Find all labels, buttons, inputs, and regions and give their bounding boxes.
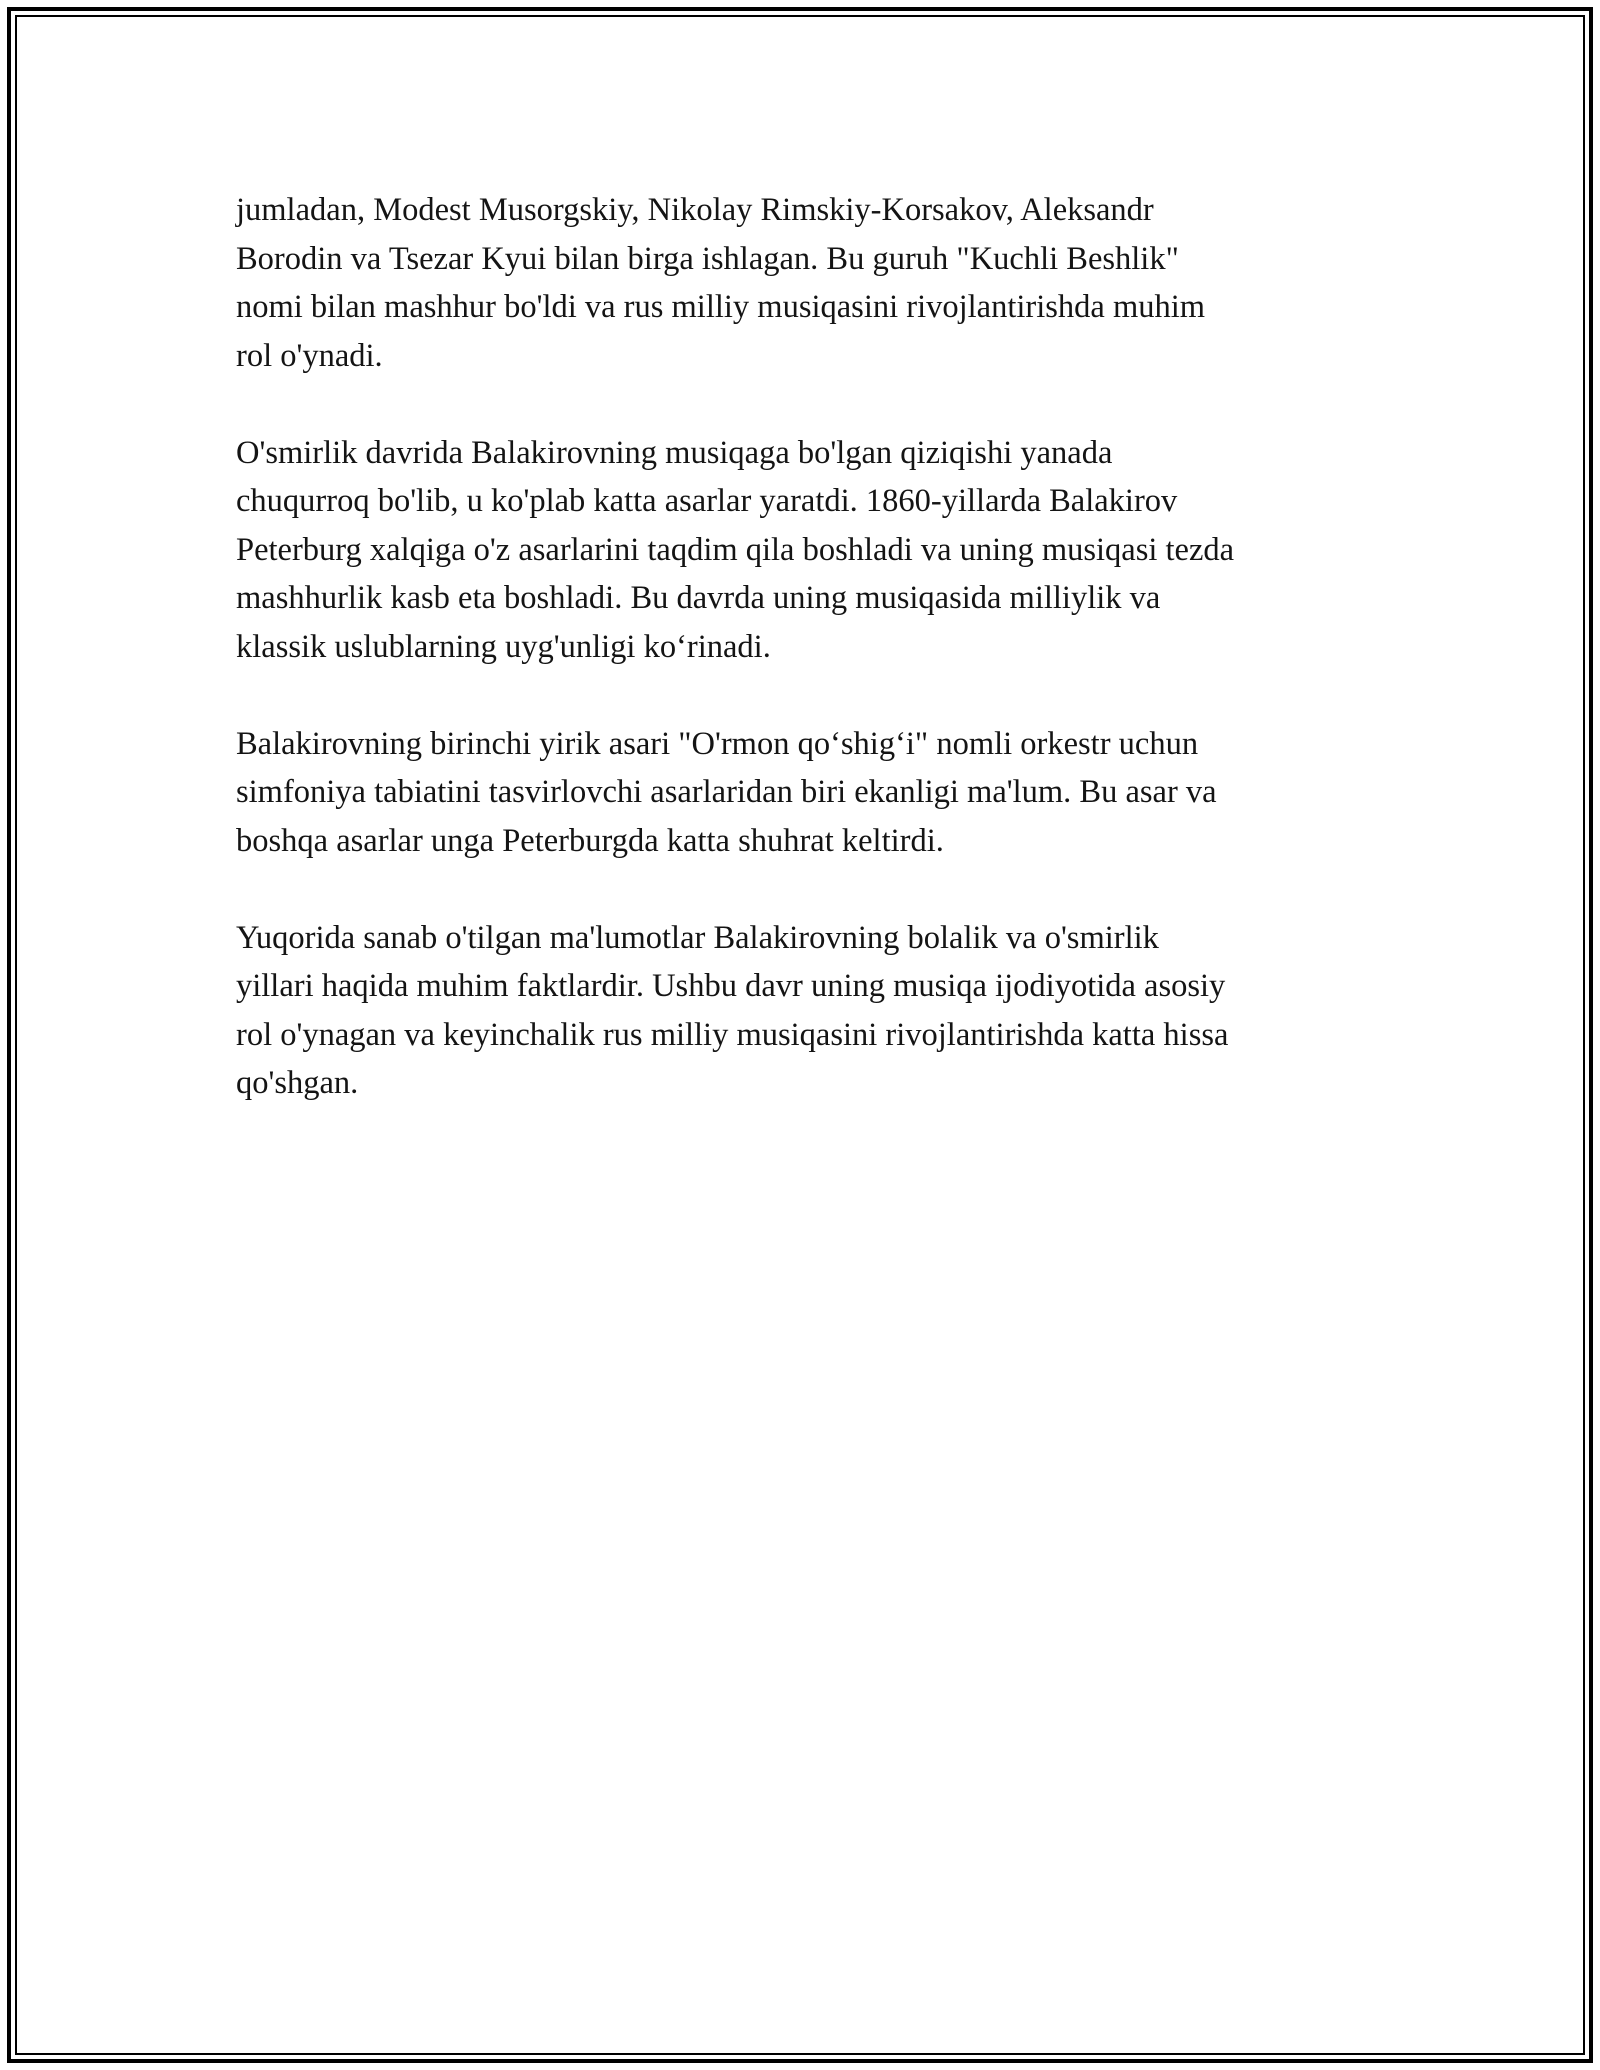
document-body bbox=[236, 186, 1376, 1156]
paragraph-4: Yuqorida sanab o'tilgan ma'lumotlar Balakirovning bolalik va o'smirlik yillari haqida muhim faktlardir. Ushbu davr uning musiqa ijodiyotida asosiy rol o'ynagan va keyinchalik rus milliy musiqasini rivojlantirishda katta hissa qo'shgan. bbox=[236, 919, 1229, 1101]
paragraph-3: Balakirovning birinchi yirik asari "O'rmon qo‘shig‘i" nomli orkestr uchun simfoniya tabiatini tasvirlovchi asarlaridan biri ekanligi ma'lum. Bu asar va boshqa asarlar unga Peterburgda katta shuhrat keltirdi. bbox=[236, 725, 1217, 859]
paragraph-2: O'smirlik davrida Balakirovning musiqaga bo'lgan qiziqishi yanada chuqurroq bo'lib, u ko'plab katta asarlar yaratdi. 1860-yillarda Balakirov Peterburg xalqiga o'z asarlarini taqdim qila boshladi va uning musiqasi tezda mashhurlik kasb eta boshladi. Bu davrda uning musiqasida milliylik va klassik uslublarning uyg'unligi ko‘rinadi. bbox=[236, 434, 1235, 665]
paragraph-1: jumladan, Modest Musorgskiy, Nikolay Rimskiy-Korsakov, Aleksandr Borodin va Tsezar Kyui bilan birga ishlagan. Bu guruh "Kuchli Beshlik" nomi bilan mashhur bo'ldi va rus milliy musiqasini rivojlantirishda muhim rol o'ynadi. bbox=[236, 192, 1206, 374]
